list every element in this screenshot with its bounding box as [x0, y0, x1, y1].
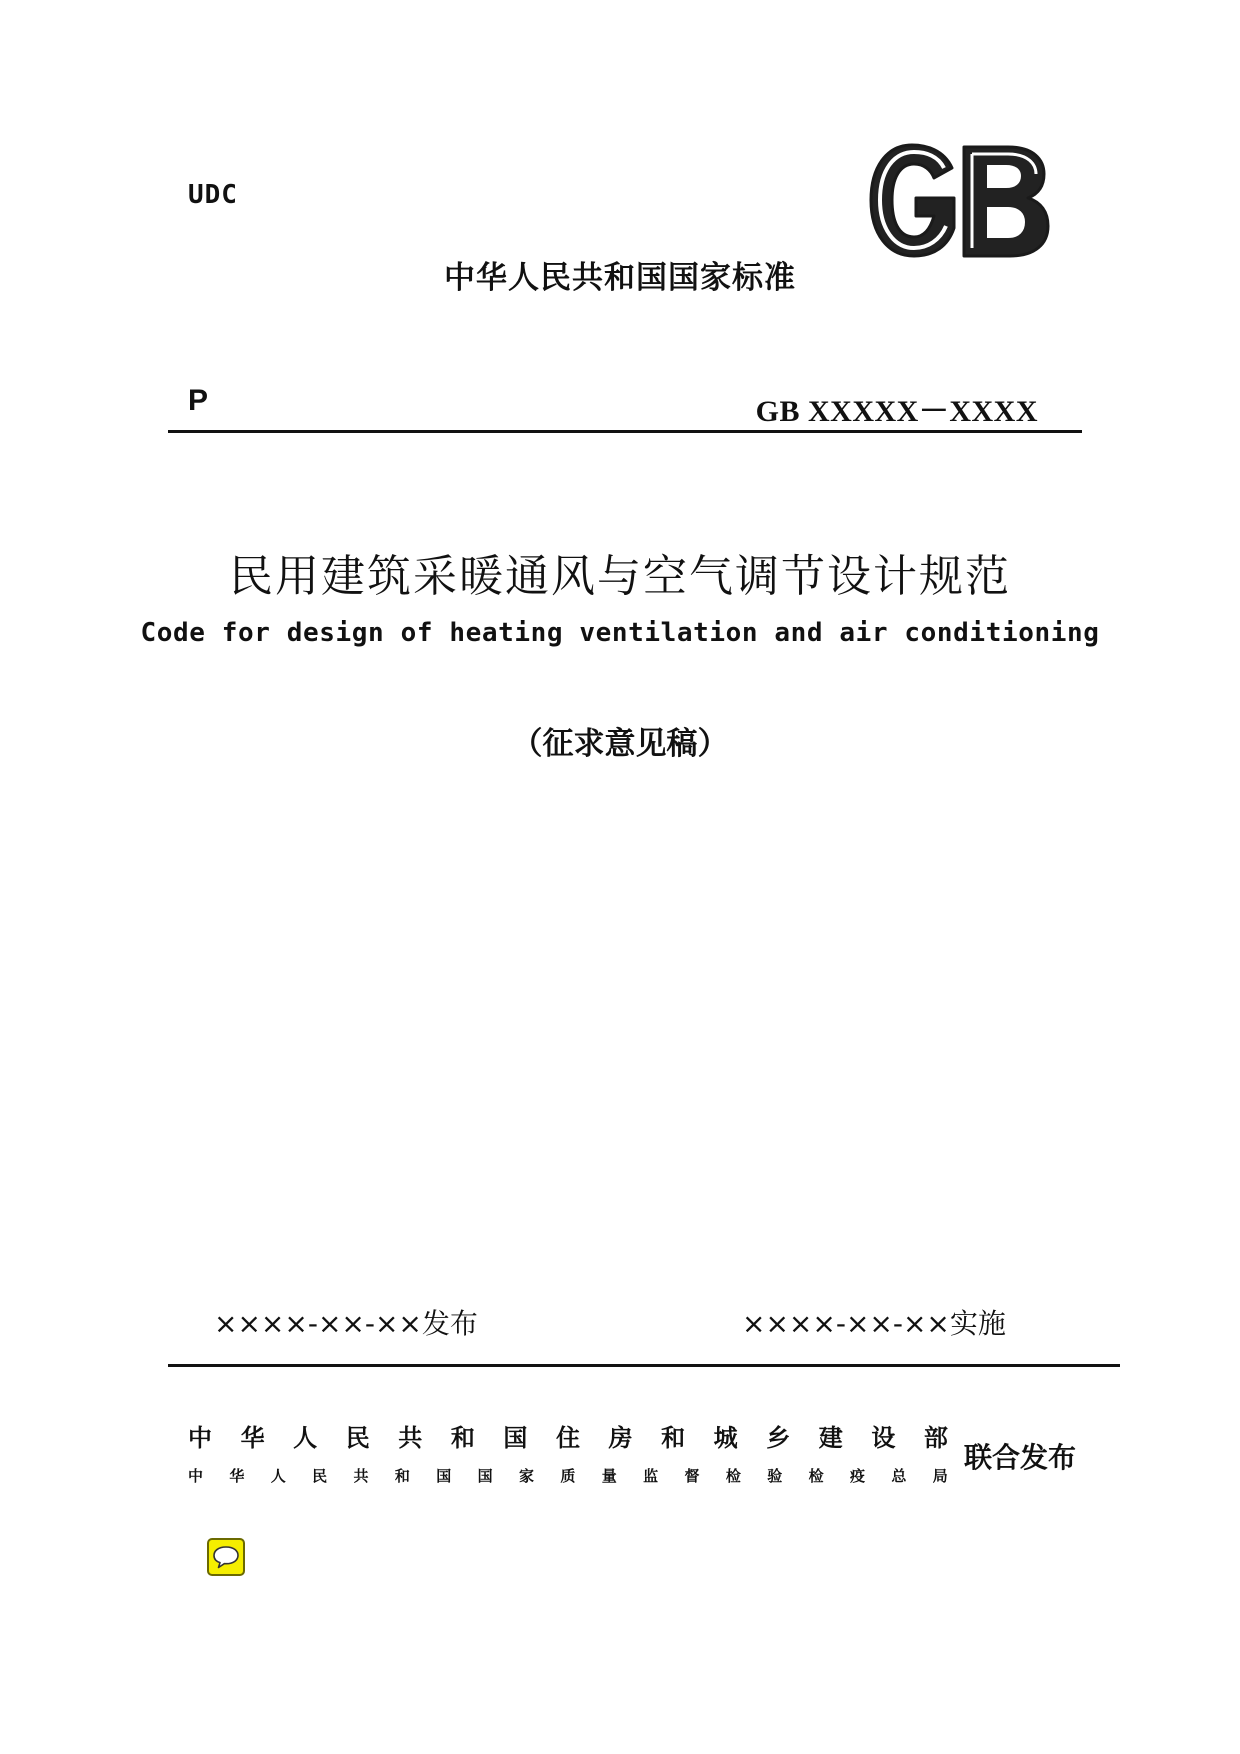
- issuer-char: 华: [229, 1467, 245, 1485]
- issuer-char: 中: [188, 1424, 212, 1452]
- draft-status: （征求意见稿）: [511, 726, 729, 762]
- issuer-char: 设: [871, 1424, 896, 1452]
- issuer-char: 部: [923, 1424, 948, 1452]
- issuer-char: 乡: [766, 1424, 791, 1452]
- issuer-char: 检: [808, 1467, 824, 1485]
- gb-logo-icon: [868, 142, 1050, 260]
- issuer-char: 住: [555, 1424, 580, 1452]
- issuer-char: 国: [477, 1467, 493, 1485]
- issuer-char: 和: [450, 1424, 475, 1452]
- publish-date: ××××-××-××发布: [214, 1307, 478, 1340]
- joint-issue-label: 联合发布: [964, 1441, 1077, 1474]
- issuer-char: 国: [503, 1424, 528, 1452]
- issuer-char: 城: [713, 1424, 738, 1452]
- issuer-char: 房: [608, 1424, 633, 1452]
- implement-date: ××××-××-××实施: [742, 1307, 1006, 1340]
- comment-icon[interactable]: [207, 1538, 245, 1576]
- issuing-authorities: [188, 1418, 948, 1486]
- issuer-char: 疫: [850, 1467, 866, 1485]
- issuer-char: 中: [188, 1467, 204, 1485]
- document-title-english: Code for design of heating ventilation and air conditioning: [140, 618, 1100, 648]
- issuer-char: 质: [560, 1467, 576, 1485]
- standard-number: GB XXXXX－XXXX: [755, 395, 1038, 428]
- issuer-char: 共: [398, 1424, 423, 1452]
- issuer-char: 国: [436, 1467, 452, 1485]
- issuer-char: 量: [601, 1467, 617, 1485]
- footer-divider: [168, 1364, 1120, 1367]
- issuer-char: 民: [312, 1467, 328, 1485]
- issuer-char: 人: [293, 1424, 318, 1452]
- issuer-char: 家: [519, 1467, 535, 1485]
- header-divider: [168, 430, 1082, 433]
- issuer-char: 总: [891, 1467, 907, 1485]
- issuer-char: 督: [684, 1467, 700, 1485]
- classification-code: P: [188, 384, 209, 417]
- issuer-char: 和: [661, 1424, 686, 1452]
- issuer-char: 共: [353, 1467, 369, 1485]
- document-title-chinese: 民用建筑采暖通风与空气调节设计规范: [229, 551, 1011, 602]
- issuer-char: 建: [818, 1424, 843, 1452]
- issuer-char: 华: [240, 1424, 265, 1452]
- udc-label: UDC: [188, 180, 238, 210]
- standard-kind-title: 中华人民共和国国家标准: [444, 260, 796, 296]
- issuer-char: 局: [932, 1467, 948, 1485]
- issuer-char: 监: [643, 1467, 659, 1485]
- issuer-char: 人: [270, 1467, 286, 1485]
- issuer-char: 民: [345, 1424, 370, 1452]
- issuer-ministry: [188, 1418, 948, 1453]
- issuer-char: 检: [725, 1467, 741, 1485]
- issuer-char: 和: [394, 1467, 410, 1485]
- issuer-char: 验: [767, 1467, 783, 1485]
- issuer-aqsiq: [188, 1465, 948, 1486]
